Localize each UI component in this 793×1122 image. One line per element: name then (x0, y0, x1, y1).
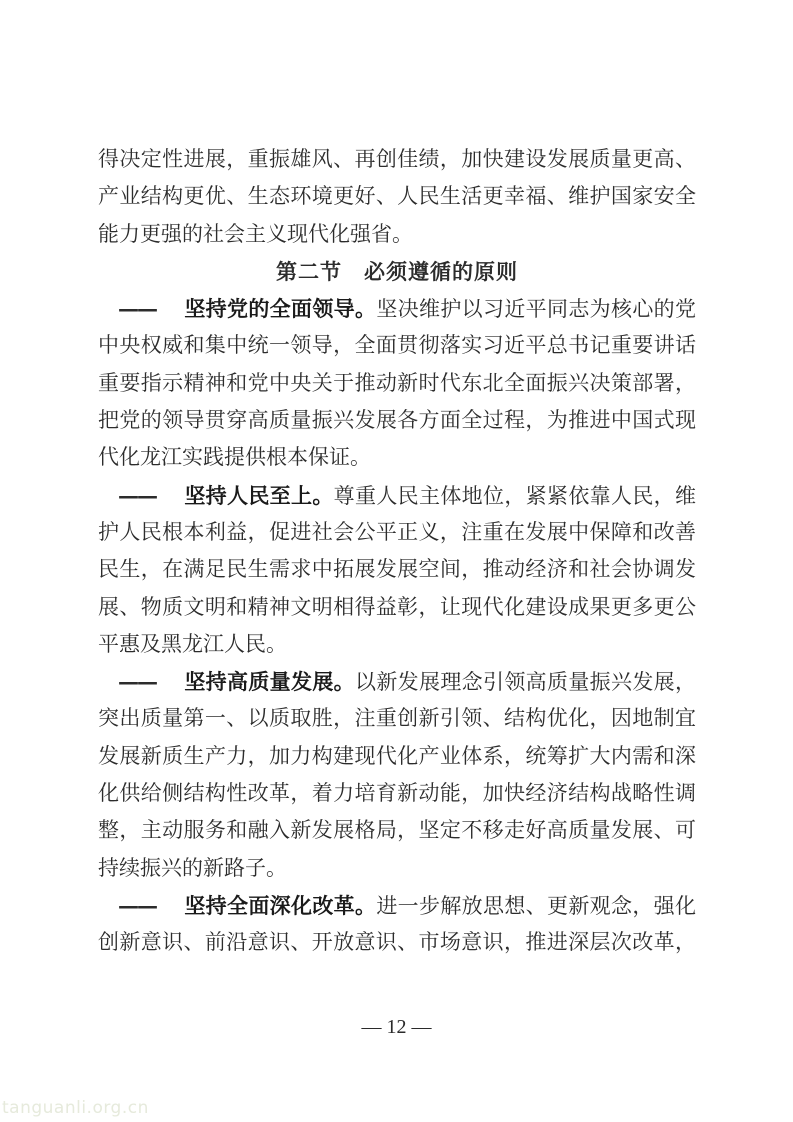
text-line: 产业结构更优、生态环境更好、人民生活更幸福、维护国家安全 (98, 184, 696, 209)
principle-first-line (98, 663, 696, 700)
text-line: 展、物质文明和精神文明相得益彰，让现代化建设成果更多更公 (98, 594, 696, 619)
text-line: 能力更强的社会主义现代化强省。 (98, 221, 413, 246)
principle-text: 坚决维护以习近平同志为核心的党 (376, 297, 697, 322)
principle-text: 以新发展理念引领高质量振兴发展， (355, 670, 696, 695)
principle-first-line (98, 887, 696, 924)
text-line: 平惠及黑龙江人民。 (98, 631, 287, 656)
principle-first-line (98, 477, 696, 514)
text-line: 得决定性进展，重振雄风、再创佳绩，加快建设发展质量更高、 (98, 147, 696, 171)
text-line: 重要指示精神和党中央关于推动新时代东北全面振兴决策部署， (98, 370, 696, 395)
principle-lead: 坚持人民至上。 (184, 482, 334, 508)
text-line: 中央权威和集中统一领导，全面贯彻落实习近平总书记重要讲话 (98, 333, 696, 358)
body-text (98, 141, 696, 962)
em-dash: —— (118, 669, 156, 695)
text-line: 化供给侧结构性改革，着力培育新动能，加快经济结构战略性调 (98, 781, 696, 806)
text-line: 发展新质生产力，加力构建现代化产业体系，统筹扩大内需和深 (98, 743, 696, 768)
text-line: 创新意识、前沿意识、开放意识、市场意识，推进深层次改革， (98, 930, 696, 955)
text-line: 把党的领导贯穿高质量振兴发展各方面全过程，为推进中国式现 (98, 408, 696, 433)
principle-text: 进一步解放思想、更新观念，强化 (376, 893, 697, 918)
watermark: tanguanli.org.cn (2, 1098, 149, 1118)
text-line: 民生，在满足民生需求中拓展发展空间，推动经济和社会协调发 (98, 557, 696, 582)
principle-lead: 坚持党的全面领导。 (184, 296, 377, 322)
principle-lead: 坚持高质量发展。 (184, 669, 355, 695)
section-number: 第二节 (276, 258, 342, 284)
principle-lead: 坚持全面深化改革。 (184, 892, 377, 918)
section-title: 必须遵循的原则 (364, 258, 518, 284)
em-dash: —— (118, 296, 156, 322)
text-line: 整，主动服务和融入新发展格局，坚定不移走好高质量发展、可 (98, 818, 696, 843)
principle-first-line (98, 290, 696, 327)
text-line: 突出质量第一、以质取胜，注重创新引领、结构优化，因地制宜 (98, 706, 696, 731)
em-dash: —— (118, 892, 156, 918)
text-line: 持续振兴的新路子。 (98, 855, 287, 880)
principle-text: 尊重人民主体地位，紧紧依靠人民，维 (333, 483, 697, 508)
em-dash: —— (118, 482, 156, 508)
section-heading (98, 253, 696, 290)
text-line: 护人民根本利益，促进社会公平正义，注重在发展中保障和改善 (98, 519, 696, 544)
page-number: — 12 — (361, 1016, 432, 1038)
text-line: 代化龙江实践提供根本保证。 (98, 445, 371, 470)
